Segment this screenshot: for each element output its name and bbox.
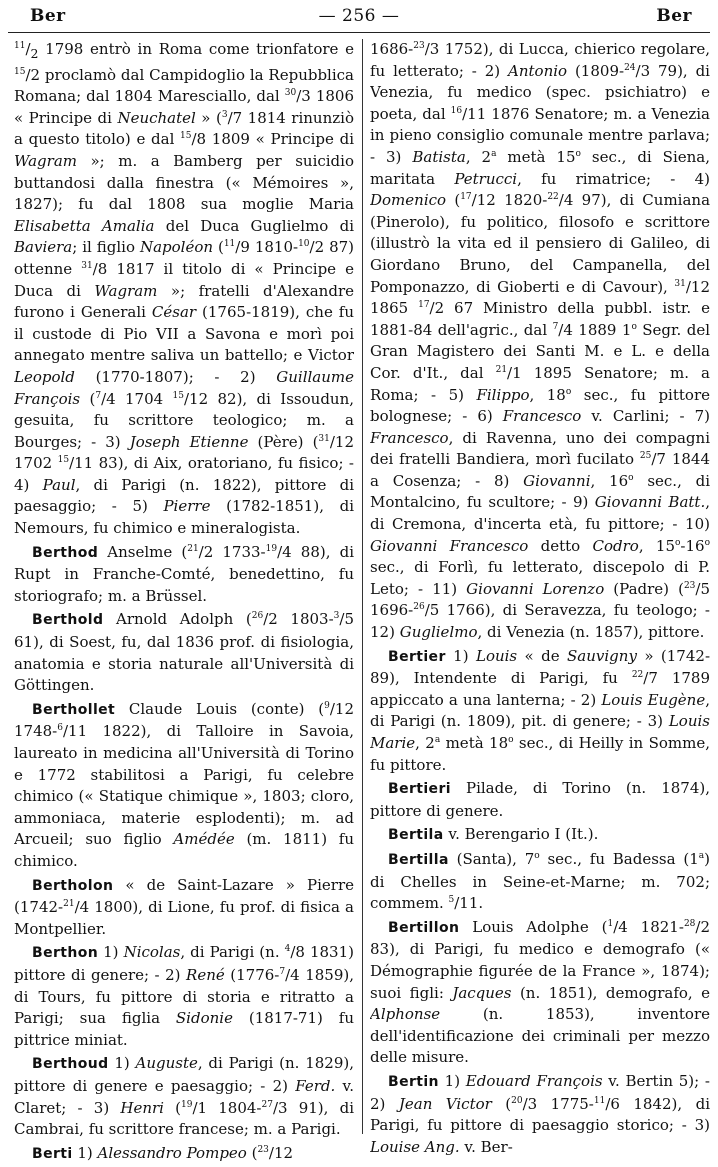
entry-berthon	[14, 942, 354, 1051]
header-right-keyword: Ber	[656, 6, 692, 26]
entry-text: 1686-$^{23}$/3 1752), di Lucca, chierico regolare, fu letterato; - 2) Antonio (1809-$^{24}$/3 79), di Venezia, fu medico (spec. psichiatro) e poeta, dal $^{16}$/11 1876 Senatore; m. a Venezia in pieno consiglio comunale mentre parlava; - 3) Batista, 2$^a$ metà 15$^o$ sec., di Siena, maritata Petrucci, fu rimatrice; - 4) Domenico ($^{17}$/12 1820-$^{22}$/4 97), di Cumiana (Pinerolo), fu politico, filosofo e scrittore (illustrò la vita ed il pensiero di Galileo, di Giordano Bruno, del Campanella, del Pomponazzo, di Gioberti e di Cavour), $^{31}$/12 1865 $^{17}$/2 67 Ministro della pubbl. istr. e 1881-84 dell'agric., dal $^7$/4 1889 1$^o$ Segr. del Gran Magistero dei Santi M. e L. e della Cor. d'It., dal $^{21}$/1 1895 Senatore; m. a Roma; - 5) Filippo, 18$^o$ sec., fu pittore bolognese; - 6) Francesco v. Carlini; - 7) Francesco, di Ravenna, uno dei compagni dei fratelli Bandiera, morì fucilato $^{25}$/7 1844 a Cosenza; - 8) Giovanni, 16$^o$ sec., di Montalcino, fu scultore; - 9) Giovanni Batt., di Cremona, d'incerta età, fu pittore; - 10) Giovanni Francesco detto Codro, 15$^o$-16$^o$ sec., di Forlì, fu letterato, discepolo di P. Leto; - 11) Giovanni Lorenzo (Padre) ($^{23}$/5 1696-$^{26}$/5 1766), di Seravezza, fu teologo; - 12) Guglielmo, di Venezia (n. 1857), pittore.	[370, 40, 710, 642]
entry-berthod	[14, 542, 354, 608]
right-column	[370, 39, 710, 1160]
entry-bertier	[370, 646, 710, 777]
entry-text: 1) Nicolas, di Parigi (n. $^4$/8 1831) pittore di genere; - 2) René (1776-$^7$/4 1859), di Tours, fu pittore di storia e ritratto a Parigi; sua figlia Sidonie (1817-71) fu pittrice miniat.	[14, 943, 354, 1049]
column-divider	[362, 39, 363, 1134]
headword: Bertier	[388, 648, 446, 665]
entry-berthollet	[14, 699, 354, 873]
entry-text: Pilade, di Torino (n. 1874), pittore di genere.	[370, 779, 710, 820]
entry-text: 1) Auguste, di Parigi (n. 1829), pittore di genere e paesaggio; - 2) Ferd. v. Claret; - 3) Henri ($^{19}$/1 1804-$^{27}$/3 91), di Cambrai, fu scrittore francese; m. a Parigi.	[14, 1054, 354, 1139]
headword: Berthod	[32, 544, 99, 561]
entry-bertila	[370, 824, 710, 847]
entry-text: 1) Edouard François v. Bertin 5); - 2) Jean Victor ($^{20}$/3 1775-$^{11}$/6 1842), di Parigi, fu pittore di paesaggio storico; - 3) Louise Ang. v. Ber-	[370, 1071, 710, 1156]
entry-text: Louis Adolphe ($^1$/4 1821-$^{28}$/2 83), di Parigi, fu medico e demografo (« Démographie figurée de la France », 1874); suoi figli: Jacques (n. 1851), demografo, e Alphonse (n. 1853), inventore dell'identificazione dei criminali per mezzo delle misure.	[370, 917, 710, 1067]
entry-bertieri	[370, 778, 710, 822]
entry-bertilla	[370, 849, 710, 915]
entry-bertin	[370, 1071, 710, 1158]
headword: Berthoud	[32, 1056, 109, 1073]
entry-text: Anselme ($^{21}$/2 1733-$^{19}$/4 88), di Rupt in Franche-Comté, benedettino, fu storiografo; m. a Brüssel.	[14, 542, 354, 605]
headword: Bertillon	[388, 919, 460, 936]
headword: Berthon	[32, 945, 99, 962]
entry-text: (Santa), 7$^o$ sec., fu Badessa (1$^a$) di Chelles in Seine-et-Marne; m. 702; commem. $^5$/11.	[370, 849, 710, 913]
page-header	[8, 6, 710, 33]
entry-berthoud	[14, 1053, 354, 1140]
entry-bertillon	[370, 917, 710, 1069]
header-left-keyword: Ber	[30, 6, 66, 26]
headword: Berthold	[32, 612, 104, 629]
headword: Berti	[32, 1145, 73, 1162]
headword: Bertilla	[388, 851, 449, 868]
entry-cont-right	[370, 39, 710, 644]
entry-text: « de Saint-Lazare » Pierre (1742-$^{21}$/4 1800), di Lione, fu prof. di fisica a Montpellier.	[14, 875, 354, 938]
entry-text: Claude Louis (conte) ($^9$/12 1748-$^6$/11 1822), di Talloire in Savoia, laureato in medicina all'Università di Torino e 1772 stabilitosi a Parigi, fu celebre chimico (« Statique chimique », 1803; cloro, ammoniaca, materie esplodenti); m. ad Arcueil; suo figlio Amédée (m. 1811) fu chimico.	[14, 699, 354, 870]
headword: Bertholon	[32, 877, 114, 894]
headword: Bertila	[388, 827, 444, 844]
entry-text: 1) Alessandro Pompeo ($^{23}$/12	[72, 1143, 294, 1162]
left-column	[14, 39, 354, 1167]
headword: Bertieri	[388, 781, 451, 798]
entry-berti	[14, 1143, 354, 1166]
entry-bertholon	[14, 875, 354, 941]
entry-berthold	[14, 609, 354, 696]
entry-text: v. Berengario I (It.).	[443, 825, 599, 844]
headword: Berthollet	[32, 701, 116, 718]
entry-cont-left	[14, 39, 354, 540]
columns	[8, 39, 710, 1162]
page-number: — 256 —	[318, 6, 400, 26]
entry-text: 1) Louis « de Sauvigny » (1742-89), Intendente di Parigi, fu $^{22}$/7 1789 appiccato a una lanterna; - 2) Louis Eugène, di Parigi (n. 1809), pit. di genere; - 3) Louis Marie, 2$^a$ metà 18$^o$ sec., di Heilly in Somme, fu pittore.	[370, 646, 710, 774]
entry-text: $^{11}/_2$ 1798 entrò in Roma come trionfatore e $^{15}$/2 proclamò dal Campidoglio la Repubblica Romana; dal 1804 Maresciallo, dal $^{30}$/3 1806 « Principe di Neuchatel » ($^3$/7 1814 rinunziò a questo titolo) e dal $^{15}$/8 1809 « Principe di Wagram »; m. a Bamberg per suicidio buttandosi dalla finestra (« Mémoires », 1827); fu dal 1808 sua moglie Maria Elisabetta Amalia del Duca Guglielmo di Baviera; il figlio Napoléon ($^{11}$/9 1810-$^{10}$/2 87) ottenne $^{31}$/8 1817 il titolo di « Principe e Duca di Wagram »; fratelli d'Alexandre furono i Generali César (1765-1819), che fu il custode di Pio VII a Savona e morì poi annegato mentre saliva un battello; e Victor Leopold (1770-1807); - 2) Guillaume François ($^7$/4 1704 $^{15}$/12 82), di Issoudun, gesuita, fu scrittore teologico; m. a Bourges; - 3) Joseph Etienne (Père) ($^{31}$/12 1702 $^{15}$/11 83), di Aix, oratoriano, fu fisico; - 4) Paul, di Parigi (n. 1822), pittore di paesaggio; - 5) Pierre (1782-1851), di Nemours, fu chimico e mineralogista.	[14, 40, 354, 538]
entry-text: Arnold Adolph ($^{26}$/2 1803-$^3$/5 61), di Soest, fu, dal 1836 prof. di fisiologia, anatomia e storia naturale all'Università di Göttingen.	[14, 610, 354, 695]
headword: Bertin	[388, 1073, 439, 1090]
